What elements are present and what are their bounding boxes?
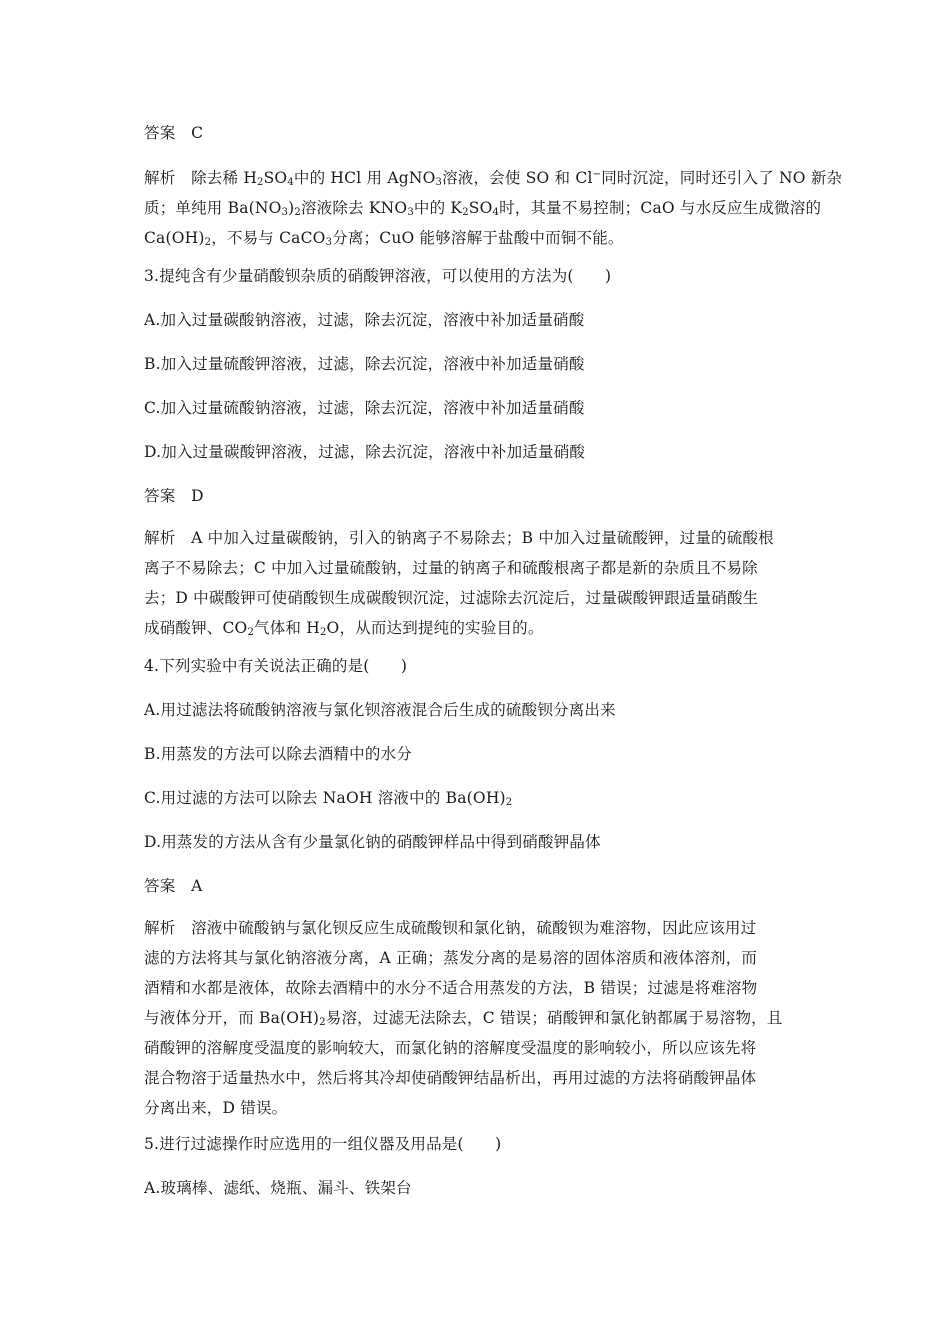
analysis-q2-line-2: 质；单纯用 $Ba(NO_3)_2$溶液除去 $KNO_3$中的 $K_2SO_4$时，其量不易控制；CaO 与水反应生成微溶的 (144, 199, 822, 218)
q4-stem: 4.下列实验中有关说法正确的是( ) (144, 657, 408, 675)
q4-option-b: B.用蒸发的方法可以除去酒精中的水分 (144, 745, 412, 763)
q5-stem: 5.进行过滤操作时应选用的一组仪器及用品是( ) (144, 1135, 502, 1153)
q3-stem: 3.提纯含有少量硝酸钡杂质的硝酸钾溶液，可以使用的方法为( ) (144, 267, 612, 285)
q3-analysis-line-4: 成硝酸钾、$CO_2$气体和 $H_2O$，从而达到提纯的实验目的。 (144, 619, 544, 638)
q3-option-c: C.加入过量硫酸钠溶液，过滤，除去沉淀，溶液中补加适量硝酸 (144, 399, 585, 417)
q3-analysis (144, 528, 809, 648)
q3-analysis-line-3: 去；D 中碳酸钾可使硝酸钡生成碳酸钡沉淀，过滤除去沉淀后，过量碳酸钾跟适量硝酸生 (144, 589, 759, 607)
q4-analysis-line-6: 混合物溶于适量热水中，然后将其冷却使硝酸钾结晶析出，再用过滤的方法将硝酸钾晶体 (144, 1069, 757, 1087)
q3-option-d: D.加入过量碳酸钾溶液，过滤，除去沉淀，溶液中补加适量硝酸 (144, 443, 586, 461)
analysis-q2-line-3: $Ca(OH)_2$，不易与 CaCO$_3$分离；CuO 能够溶解于盐酸中而铜不能。 (144, 229, 624, 248)
q4-analysis (144, 918, 809, 1128)
analysis-q2-line-1: 解析 除去稀 $H_2SO_4$中的 HCl 用 AgNO$_3$溶液，会使 SO 和 Cl−同时沉淀，同时还引入了 NO 新杂 (144, 169, 843, 188)
q5-option-a: A.玻璃棒、滤纸、烧瓶、漏斗、铁架台 (144, 1179, 412, 1197)
q3-answer: 答案 D (144, 487, 204, 505)
q4-option-c: C.用过滤的方法可以除去 NaOH 溶液中的 $Ba(OH)_2$ (144, 789, 513, 808)
q4-analysis-line-5: 硝酸钾的溶解度受温度的影响较大，而氯化钠的溶解度受温度的影响较小，所以应该先将 (144, 1039, 757, 1057)
answer-q2: 答案 C (144, 124, 204, 142)
analysis-q2 (144, 168, 843, 258)
q3-option-b: B.加入过量硫酸钾溶液，过滤，除去沉淀，溶液中补加适量硝酸 (144, 355, 585, 373)
q3-analysis-line-1: 解析 A 中加入过量碳酸钠，引入的钠离子不易除去；B 中加入过量硫酸钾，过量的硫酸根 (144, 529, 774, 547)
q4-analysis-line-1: 解析 溶液中硫酸钠与氯化钡反应生成硫酸钡和氯化钠，硫酸钡为难溶物，因此应该用过 (144, 919, 757, 937)
q4-option-d: D.用蒸发的方法从含有少量氯化钠的硝酸钾样品中得到硝酸钾晶体 (144, 833, 601, 851)
q4-analysis-line-4: 与液体分开，而 $Ba(OH)_2$易溶，过滤无法除去，C 错误；硝酸钾和氯化钠都属于易溶物，且 (144, 1009, 783, 1028)
q3-option-a: A.加入过量碳酸钠溶液，过滤，除去沉淀，溶液中补加适量硝酸 (144, 311, 585, 329)
q4-analysis-line-7: 分离出来，D 错误。 (144, 1099, 288, 1117)
q4-option-a: A.用过滤法将硫酸钠溶液与氯化钡溶液混合后生成的硫酸钡分离出来 (144, 701, 616, 719)
q4-analysis-line-2: 滤的方法将其与氯化钠溶液分离，A 正确；蒸发分离的是易溶的固体溶质和液体溶剂，而 (144, 949, 758, 967)
q3-analysis-line-2: 离子不易除去；C 中加入过量硫酸钠，过量的钠离子和硫酸根离子都是新的杂质且不易除 (144, 559, 758, 577)
q4-analysis-line-3: 酒精和水都是液体，故除去酒精中的水分不适合用蒸发的方法，B 错误；过滤是将难溶物 (144, 979, 758, 997)
q4-answer: 答案 A (144, 877, 203, 895)
